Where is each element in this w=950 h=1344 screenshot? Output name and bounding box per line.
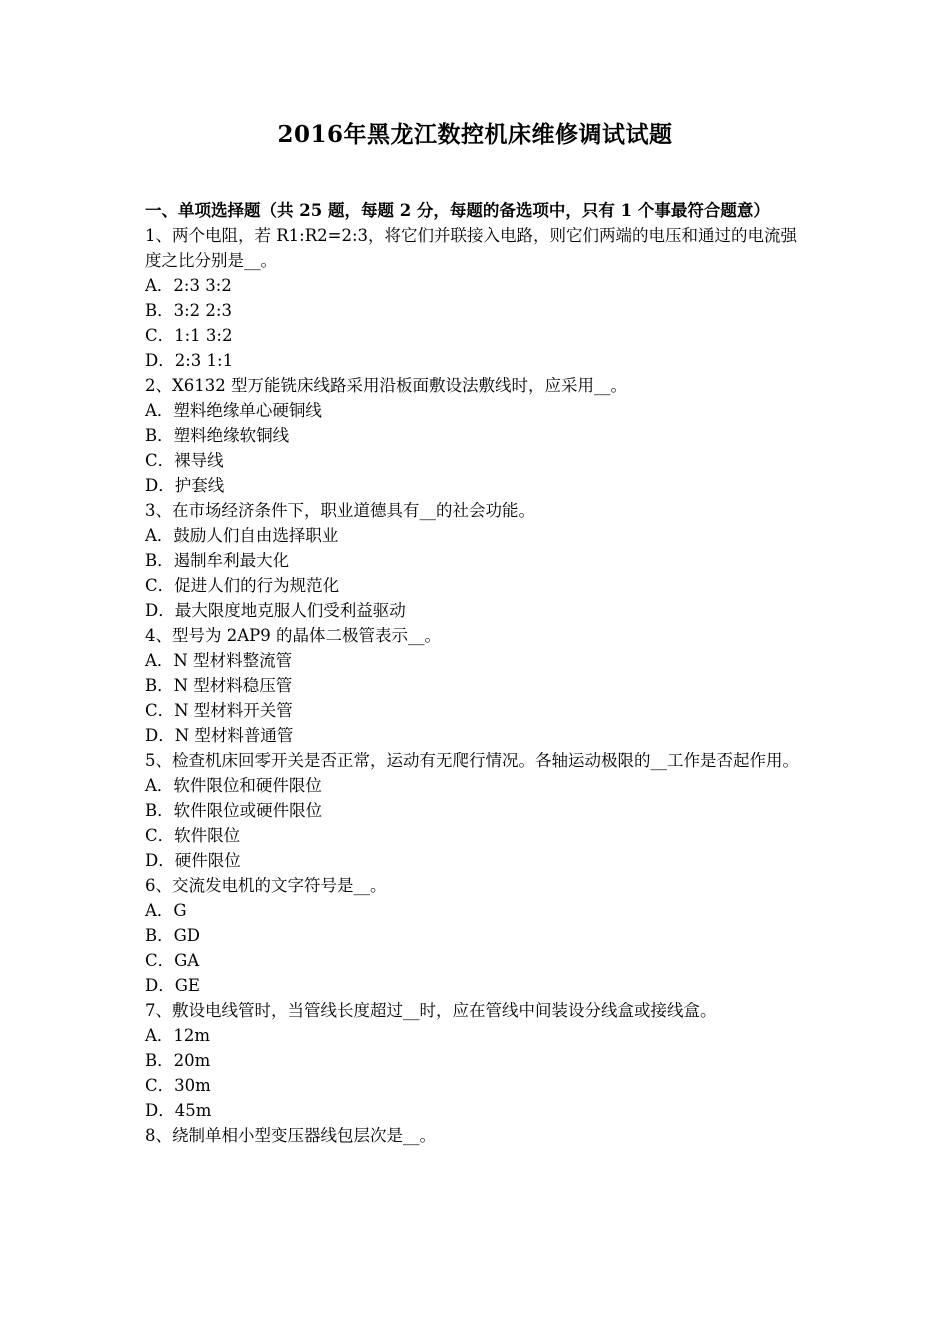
option-d: D．最大限度地克服人们受利益驱动 bbox=[145, 601, 406, 620]
question-4 bbox=[145, 623, 807, 748]
option-b: B．塑料绝缘软铜线 bbox=[145, 426, 290, 445]
section-heading: 一、单项选择题（共 25 题，每题 2 分，每题的备选项中，只有 1 个事最符合题意） bbox=[145, 201, 770, 220]
option-c: C．软件限位 bbox=[145, 826, 241, 845]
question-7 bbox=[145, 998, 807, 1123]
option-b: B．3:2 2:3 bbox=[145, 301, 232, 320]
option-b: B．20m bbox=[145, 1051, 211, 1070]
question-text: 4、型号为 2AP9 的晶体二极管表示__。 bbox=[145, 626, 442, 645]
question-8 bbox=[145, 1123, 807, 1148]
question-1 bbox=[145, 223, 807, 373]
question-text: 7、敷设电线管时，当管线长度超过__时，应在管线中间装设分线盒或接线盒。 bbox=[145, 1001, 717, 1020]
option-c: C．30m bbox=[145, 1076, 211, 1095]
option-b: B．软件限位或硬件限位 bbox=[145, 801, 323, 820]
question-2 bbox=[145, 373, 807, 498]
option-d: D．45m bbox=[145, 1101, 212, 1120]
question-6 bbox=[145, 873, 807, 998]
option-d: D．硬件限位 bbox=[145, 851, 241, 870]
option-a: A．N 型材料整流管 bbox=[145, 651, 293, 670]
option-a: A．12m bbox=[145, 1026, 211, 1045]
option-c: C．促进人们的行为规范化 bbox=[145, 576, 340, 595]
question-text: 8、绕制单相小型变压器线包层次是__。 bbox=[145, 1126, 436, 1145]
option-a: A．G bbox=[145, 901, 187, 920]
question-text: 5、检查机床回零开关是否正常，运动有无爬行情况。各轴运动极限的__工作是否起作用。 bbox=[145, 751, 799, 770]
option-a: A．软件限位和硬件限位 bbox=[145, 776, 322, 795]
option-b: B．GD bbox=[145, 926, 201, 945]
option-d: D．GE bbox=[145, 976, 200, 995]
option-c: C．裸导线 bbox=[145, 451, 224, 470]
question-5 bbox=[145, 748, 807, 873]
option-c: C．N 型材料开关管 bbox=[145, 701, 293, 720]
question-text: 1、两个电阻，若 R1:R2=2:3，将它们并联接入电路，则它们两端的电压和通过的电流强度之比分别是__。 bbox=[145, 226, 798, 270]
question-text: 2、X6132 型万能铣床线路采用沿板面敷设法敷线时，应采用__。 bbox=[145, 376, 627, 395]
question-text: 3、在市场经济条件下，职业道德具有__的社会功能。 bbox=[145, 501, 535, 520]
option-b: B．遏制牟利最大化 bbox=[145, 551, 290, 570]
option-d: D．护套线 bbox=[145, 476, 225, 495]
question-3 bbox=[145, 498, 807, 623]
option-d: D．N 型材料普通管 bbox=[145, 726, 294, 745]
option-c: C．1:1 3:2 bbox=[145, 326, 233, 345]
option-a: A．2:3 3:2 bbox=[145, 276, 232, 295]
option-a: A．塑料绝缘单心硬铜线 bbox=[145, 401, 322, 420]
document-title: 2016年黑龙江数控机床维修调试试题 bbox=[277, 121, 673, 148]
option-b: B．N 型材料稳压管 bbox=[145, 676, 293, 695]
option-a: A．鼓励人们自由选择职业 bbox=[145, 526, 339, 545]
option-c: C．GA bbox=[145, 951, 200, 970]
question-text: 6、交流发电机的文字符号是__。 bbox=[145, 876, 387, 895]
option-d: D．2:3 1:1 bbox=[145, 351, 234, 370]
document-body bbox=[145, 198, 807, 1148]
